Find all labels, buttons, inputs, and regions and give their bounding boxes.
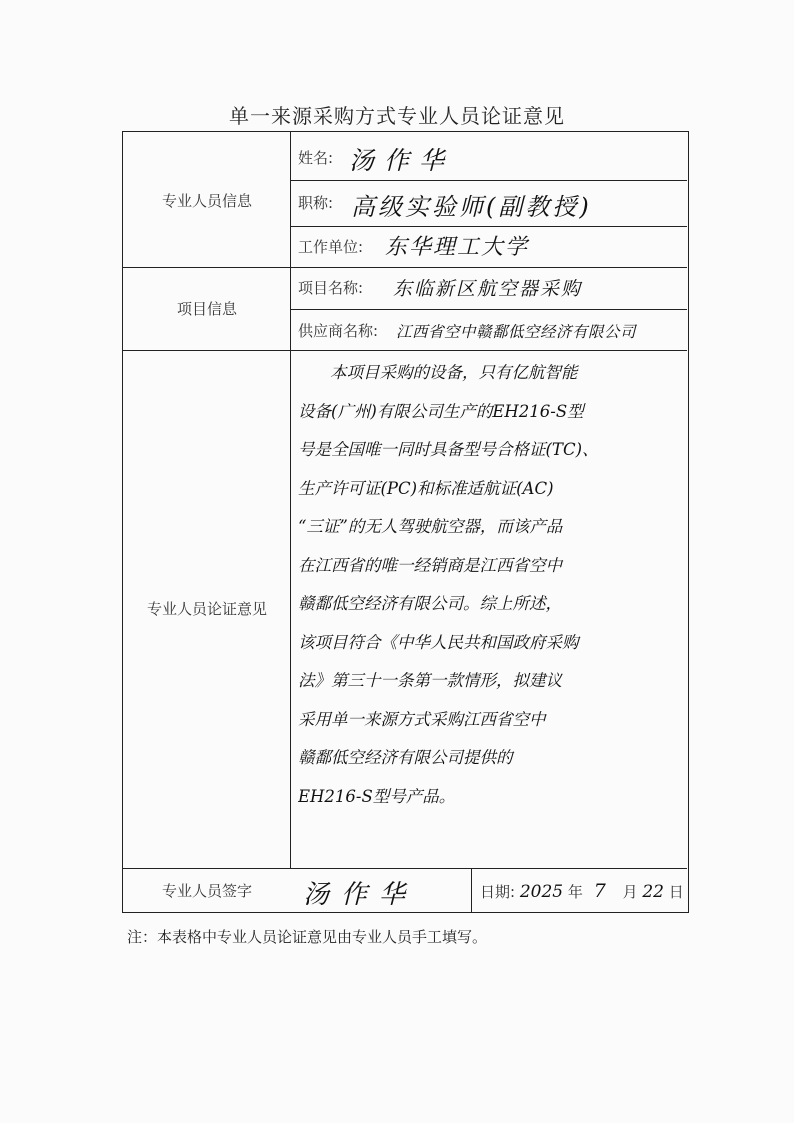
opinion-text [298,354,686,816]
opinion-line: 采用单一来源方式采购江西省空中 [298,709,546,729]
name-value: 汤作华 [349,146,455,175]
opinion-line: EH216-S型号产品。 [298,786,456,806]
opinion-label: 专业人员论证意见 [146,600,267,618]
opinion-form [122,131,689,913]
title-value: 高级实验师(副教授) [351,193,592,221]
opinion-line: 该项目符合《中华人民共和国政府采购 [298,632,579,652]
footnote: 注：本表格中专业人员论证意见由专业人员手工填写。 [127,928,488,946]
month-char: 月 [622,883,638,901]
section-divider [123,267,687,268]
opinion-line: “三证”的无人驾驶航空器，而该产品 [298,517,563,536]
opinion-line: 生产许可证(PC)和标准适航证(AC) [298,478,554,498]
supplier-label: 供应商名称: [298,322,379,340]
date-year: 2025 [519,882,564,902]
day-char: 日 [668,883,684,901]
name-label: 姓名: [298,149,334,167]
date-field [480,880,684,902]
row-divider [290,180,687,181]
signature-label: 专业人员签字 [161,882,252,900]
opinion-line: 法》第三十一条第一款情形，拟建议 [298,671,562,690]
opinion-line: 设备(广州)有限公司生产的EH216-S型 [298,401,584,421]
expert-info-label: 专业人员信息 [161,192,252,210]
date-label: 日期: [480,883,516,901]
opinion-line: 赣鄱低空经济有限公司提供的 [298,748,513,767]
date-divider [471,868,472,912]
form-title: 单一来源采购方式专业人员论证意见 [229,104,565,128]
section-divider [123,868,687,869]
project-info-label: 项目信息 [176,300,237,318]
signature-value: 汤作华 [303,880,418,910]
year-char: 年 [567,883,583,901]
opinion-line: 在江西省的唯一经销商是江西省空中 [298,555,562,575]
title-label: 职称: [298,194,334,212]
project-name-value: 东临新区航空器采购 [393,278,583,300]
column-divider [290,132,291,868]
date-day: 22 [642,882,664,902]
supplier-value: 江西省空中赣鄱低空经济有限公司 [396,323,637,341]
opinion-line: 赣鄱低空经济有限公司。综上所述， [298,594,562,613]
project-name-label: 项目名称: [298,279,364,297]
section-divider [123,350,687,351]
date-month: 7 [593,880,606,902]
employer-value: 东华理工大学 [385,235,530,260]
employer-label: 工作单位: [298,238,364,256]
row-divider [290,226,687,227]
row-divider [290,309,687,310]
opinion-line: 号是全国唯一同时具备型号合格证(TC)、 [298,440,599,459]
opinion-line: 本项目采购的设备，只有亿航智能 [330,363,578,382]
